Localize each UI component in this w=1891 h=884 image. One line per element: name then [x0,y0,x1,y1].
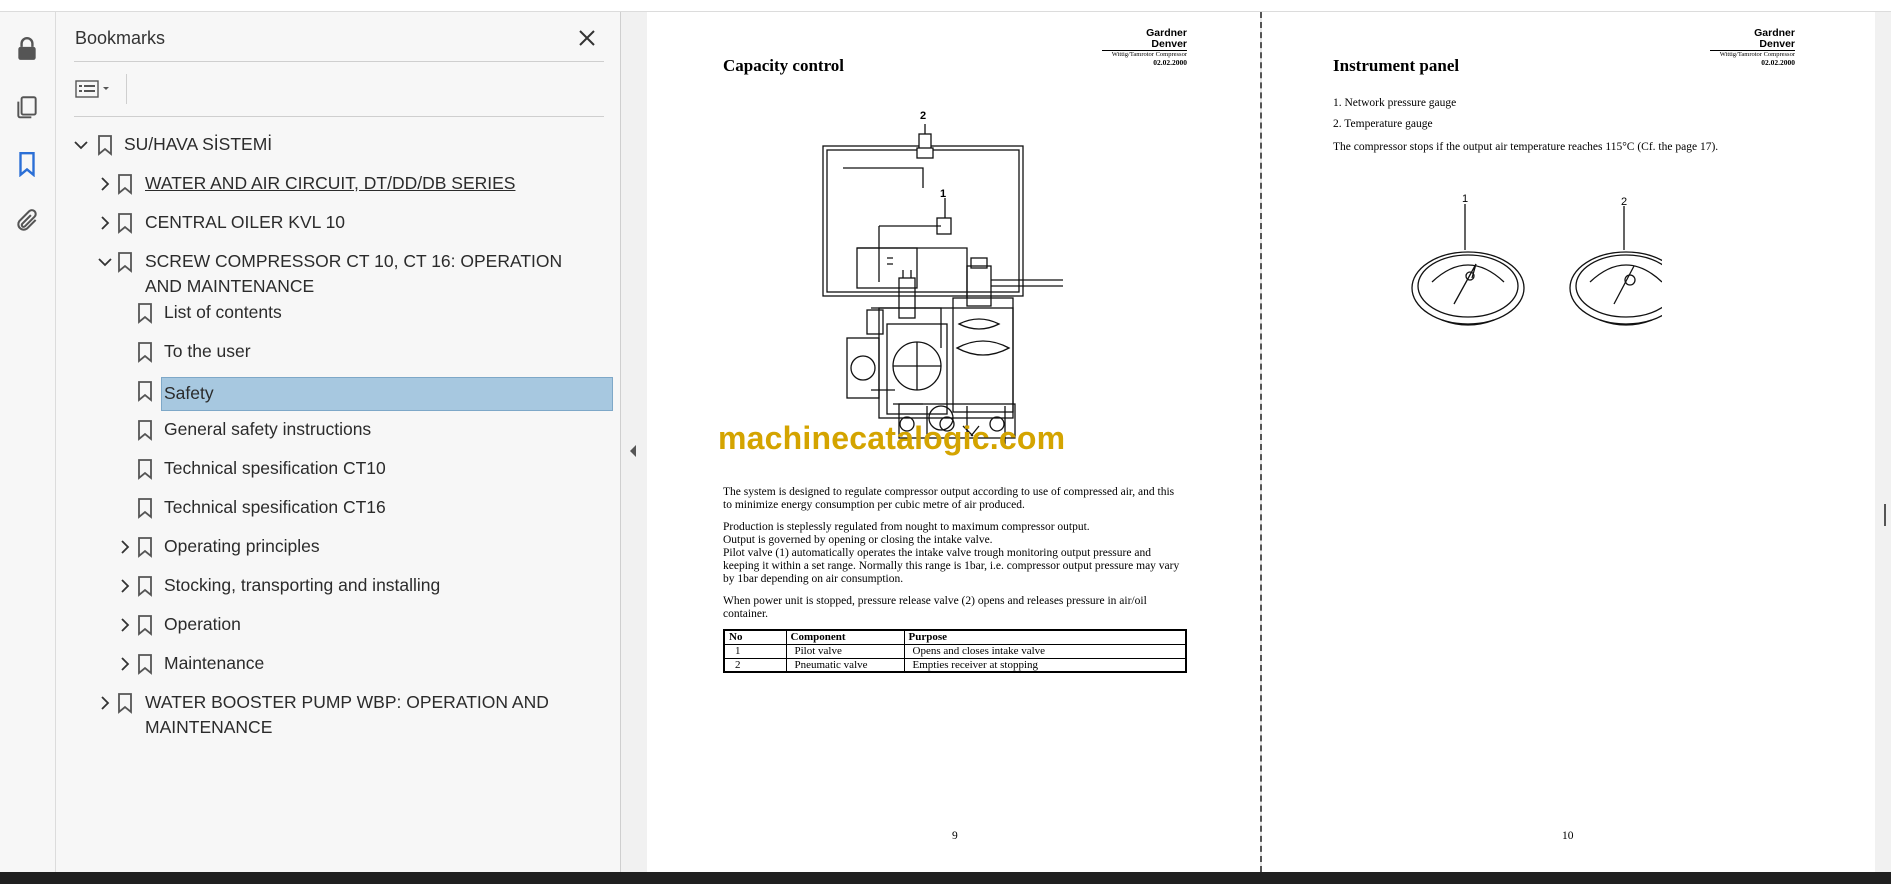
close-panel-button[interactable] [574,25,600,51]
bookmark-item[interactable] [56,171,616,199]
bookmark-item[interactable] [56,456,616,484]
component-table [723,629,1187,673]
cell-purpose: Empties receiver at stopping [904,658,1186,672]
panel-splitter[interactable] [621,12,647,872]
table-row [724,658,1186,672]
bookmark-item[interactable] [56,249,616,299]
page-number: 9 [952,830,958,842]
bookmark-label: Operation [164,614,241,634]
bookmark-label: To the user [164,341,251,361]
bookmark-item[interactable] [56,417,616,445]
chevron-down-icon[interactable] [72,136,90,154]
list-item-1: 1. Network pressure gauge [1333,97,1457,109]
page-number: 10 [1562,830,1574,842]
chevron-right-icon[interactable] [96,175,114,193]
chevron-right-icon[interactable] [96,694,114,712]
bookmark-label: Technical spesification CT10 [164,458,386,478]
bookmark-label: SU/HAVA SİSTEMİ [124,134,273,154]
bookmark-icon [136,536,154,558]
paragraph-1: The system is designed to regulate compressor output according to use of compressed air, and this to minimize energy consumption per cubic metre of air produced. [723,486,1175,511]
table-header-row [724,630,1186,644]
bookmark-item[interactable] [56,300,616,328]
bookmark-item[interactable] [56,612,616,640]
gardner-denver-logo: Gardner Denver Wittig/Tamrotor Compressor 02.02.2000 [1102,28,1187,67]
bookmark-item[interactable] [56,378,616,406]
bookmark-icon [136,341,154,363]
cell-no: 2 [724,658,786,672]
bookmark-icon [136,497,154,519]
gauge-label-2: 2 [1620,196,1628,208]
close-icon [578,29,596,47]
bookmark-label: General safety instructions [164,419,372,439]
gardner-denver-logo: Gardner Denver Wittig/Tamrotor Compressor 02.02.2000 [1710,28,1795,67]
page-title: Capacity control [723,56,845,75]
bookmark-icon [116,212,134,234]
paragraph-3: When power unit is stopped, pressure release valve (2) opens and releases pressure in air/oil container. [723,595,1147,620]
pages-icon[interactable] [12,92,42,122]
cell-no: 1 [724,644,786,658]
cell-purpose: Opens and closes intake valve [904,644,1186,658]
paragraph-2c: Pilot valve (1) automatically operates the intake valve trough monitoring output pressure and keeping it within a set range. Normally this range is 1bar, i.e. compressor output pressure may vary by 1bar depending on air consumption. [723,547,1180,585]
window-top-edge [0,0,1891,12]
bookmark-icon [116,251,134,273]
divider [74,116,604,117]
bookmark-options-button[interactable] [74,75,120,103]
cell-component: Pneumatic valve [786,658,904,672]
chevron-right-icon[interactable] [116,616,134,634]
bookmark-item[interactable] [56,210,616,238]
bookmark-icon [96,134,114,156]
bookmarks-panel [56,12,621,872]
temperature-note: The compressor stops if the output air temperature reaches 115°C (Cf. the page 17). [1333,141,1719,153]
watermark-text: machinecatalogic.com [718,420,1066,456]
bookmark-label: Maintenance [164,653,265,673]
table-row [724,644,1186,658]
bookmark-item[interactable] [56,534,616,562]
gauges-diagram [1402,192,1662,342]
bookmark-item[interactable] [56,339,616,367]
page-title: Instrument panel [1333,56,1460,75]
divider [74,61,604,62]
bookmark-label: CENTRAL OILER KVL 10 [145,212,346,232]
bookmark-label: Stocking, transporting and installing [164,575,441,595]
bookmark-item[interactable] [56,651,616,679]
chevron-right-icon[interactable] [116,655,134,673]
diagram-label-1: 1 [939,188,947,200]
bookmark-icon [116,692,134,714]
bookmark-label: Safety [164,383,214,403]
bookmark-icon [116,173,134,195]
capacity-control-diagram [807,108,1107,448]
bookmark-label: WATER AND AIR CIRCUIT, DT/DD/DB SERIES [145,173,516,193]
bookmark-label: SCREW COMPRESSOR CT 10, CT 16: OPERATION AND MAINTENANCE [145,251,563,296]
bookmark-icon[interactable] [12,149,42,179]
document-view[interactable] [647,12,1875,872]
chevron-down-icon[interactable] [96,253,114,271]
bookmark-label: Technical spesification CT16 [164,497,386,517]
bookmark-icon [136,653,154,675]
list-options-icon [74,79,114,99]
divider [126,74,127,104]
selection-highlight [161,377,613,411]
paragraph-2b: Output is governed by opening or closing the intake valve. [723,534,993,546]
bookmark-icon [136,380,154,402]
bookmark-item[interactable] [56,495,616,523]
bookmark-label: List of contents [164,302,282,322]
cell-component: Pilot valve [786,644,904,658]
header-purpose: Purpose [904,630,1186,644]
bookmark-icon [136,302,154,324]
chevron-right-icon[interactable] [116,577,134,595]
bookmark-icon [136,419,154,441]
bookmark-icon [136,614,154,636]
list-item-2: 2. Temperature gauge [1333,118,1433,130]
bookmark-label: Operating principles [164,536,320,556]
taskbar [0,872,1891,884]
attachment-icon[interactable] [12,206,42,236]
header-component: Component [786,630,904,644]
page-9 [647,12,1260,872]
bookmark-label: WATER BOOSTER PUMP WBP: OPERATION AND MAINTENANCE [145,692,549,737]
lock-icon[interactable] [12,34,42,64]
bookmark-item[interactable] [56,690,616,740]
chevron-right-icon[interactable] [116,538,134,556]
scroll-thumb[interactable] [1884,504,1886,526]
gauge-label-1: 1 [1461,193,1469,205]
diagram-label-2: 2 [919,110,927,122]
paragraph-2a: Production is steplessly regulated from nought to maximum compressor output. [723,521,1090,533]
vertical-scrollbar[interactable] [1875,12,1891,872]
bookmark-icon [136,458,154,480]
bookmark-item[interactable] [56,573,616,601]
collapse-arrow-icon[interactable] [627,442,639,460]
bookmark-item[interactable] [56,132,616,160]
chevron-right-icon[interactable] [96,214,114,232]
page-10 [1262,12,1875,872]
bookmark-icon [136,575,154,597]
tool-rail [0,12,56,872]
panel-title: Bookmarks [75,28,166,48]
header-no: No [724,630,786,644]
